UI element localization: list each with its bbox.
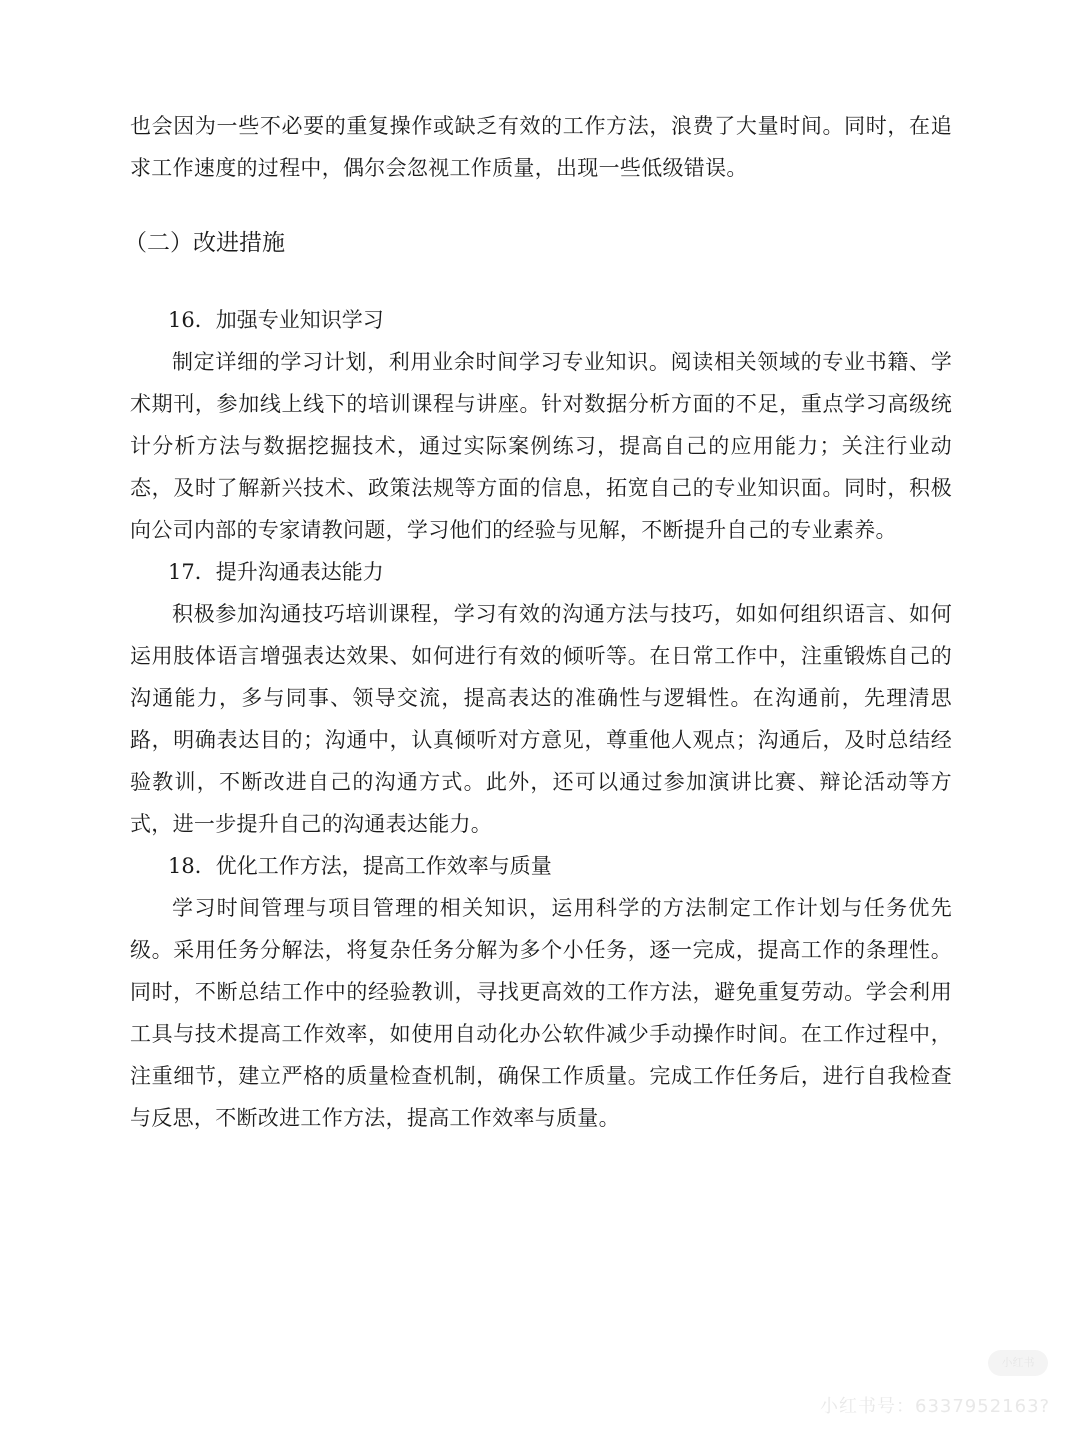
item-heading-16: 16．加强专业知识学习: [168, 308, 384, 332]
item-body-18: 学习时间管理与项目管理的相关知识，运用科学的方法制定工作计划与任务优先级。采用任务分解法，将复杂任务分解为多个小任务，逐一完成，提高工作的条理性。同时，不断总结工作中的经验教训，寻找更高效的工作方法，避免重复劳动。学会利用工具与技术提高工作效率，如使用自动化办公软件减少手动操作时间。在工作过程中，注重细节，建立严格的质量检查机制，确保工作质量。完成工作任务后，进行自我检查与反思，不断改进工作方法，提高工作效率与质量。: [130, 896, 952, 1130]
document-page: [124, 105, 952, 1139]
section-heading: （二）改进措施: [124, 230, 285, 256]
intro-paragraph: 也会因为一些不必要的重复操作或缺乏有效的工作方法，浪费了大量时间。同时，在追求工作速度的过程中，偶尔会忽视工作质量，出现一些低级错误。: [130, 114, 952, 180]
item-body-16: 制定详细的学习计划，利用业余时间学习专业知识。阅读相关领域的专业书籍、学术期刊，参加线上线下的培训课程与讲座。针对数据分析方面的不足，重点学习高级统计分析方法与数据挖掘技术，通过实际案例练习，提高自己的应用能力；关注行业动态，及时了解新兴技术、政策法规等方面的信息，拓宽自己的专业知识面。同时，积极向公司内部的专家请教问题，学习他们的经验与见解，不断提升自己的专业素养。: [130, 350, 952, 542]
item-body-17: 积极参加沟通技巧培训课程，学习有效的沟通方法与技巧，如如何组织语言、如何运用肢体语言增强表达效果、如何进行有效的倾听等。在日常工作中，注重锻炼自己的沟通能力，多与同事、领导交流，提高表达的准确性与逻辑性。在沟通前，先理清思路，明确表达目的；沟通中，认真倾听对方意见，尊重他人观点；沟通后，及时总结经验教训，不断改进自己的沟通方式。此外，还可以通过参加演讲比赛、辩论活动等方式，进一步提升自己的沟通表达能力。: [130, 602, 952, 836]
item-heading-17: 17．提升沟通表达能力: [168, 560, 384, 584]
watermark-logo: 小红书: [988, 1350, 1048, 1376]
watermark-id: 小红书号：6337952163?: [820, 1396, 1051, 1417]
item-heading-18: 18．优化工作方法，提高工作效率与质量: [168, 854, 552, 878]
